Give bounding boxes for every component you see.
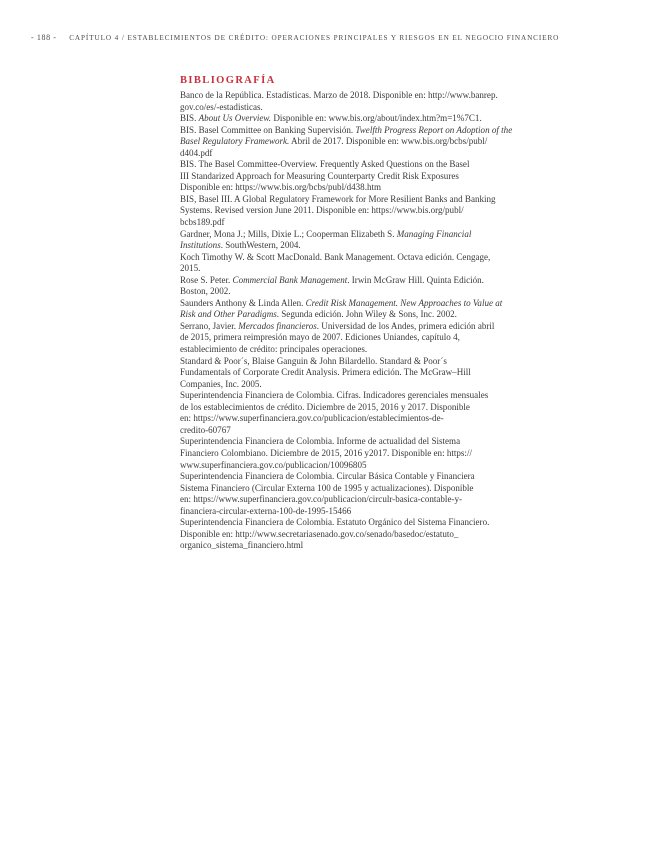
entry-text: d404.pdf — [180, 147, 213, 158]
entry-text: Gardner, Mona J.; Mills, Dixie L.; Cooperman Elizabeth S. — [180, 228, 397, 239]
entry-line — [180, 297, 510, 310]
entry-text: Disponible en: https://www.bis.org/bcbs/publ/d438.htm — [180, 182, 382, 193]
entry-text: Superintendencia Financiera de Colombia. Circular Básica Contable y Financiera — [180, 471, 475, 482]
entry-line — [180, 159, 510, 171]
entry-line — [180, 505, 510, 518]
entry-line — [180, 251, 510, 264]
bibliography-entry — [180, 275, 510, 298]
bibliography-entry — [180, 298, 510, 321]
entry-text: Standard & Poor´s, Blaise Ganguin & John Bilardello. Standard & Poor´s — [180, 355, 447, 366]
entry-line — [180, 540, 510, 552]
running-head — [31, 33, 630, 42]
entry-title-italic: Mercados financieros — [238, 320, 317, 331]
entry-line — [180, 90, 510, 102]
bibliography-entry — [180, 356, 510, 391]
entry-text: Serrano, Javier. — [180, 320, 239, 331]
entry-line — [180, 459, 510, 472]
bibliography-entry — [180, 159, 510, 194]
entry-text: Koch Timothy W. & Scott MacDonald. Bank Management. Octava edición. Cengage, — [180, 251, 491, 262]
entry-text: Rose S. Peter. — [180, 274, 233, 285]
entry-text: Superintendencia Financiera de Colombia. Informe de actualidad del Sistema — [180, 436, 461, 447]
entry-text: Sistema Financiero (Circular Externa 100 de 1995 y actualizaciones). Disponible — [180, 482, 474, 493]
entry-text: Superintendencia Financiera de Colombia. Cifras. Indicadores gerenciales mensuales — [180, 390, 489, 401]
entry-line — [180, 113, 510, 125]
entry-line — [180, 320, 510, 333]
entry-line — [180, 147, 510, 160]
entry-text: 2015. — [180, 263, 201, 274]
entry-text: www.superfinanciera.gov.co/publicacion/10096805 — [180, 459, 367, 470]
bibliography-entry — [180, 436, 510, 471]
entry-text: de 2015, primera reimpresión mayo de 2007. Ediciones Uniandes, capítulo 4, — [180, 332, 460, 343]
entry-text: establecimiento de crédito: principales operaciones. — [180, 344, 368, 355]
entry-line — [180, 332, 510, 344]
entry-text: en: https://www.superfinanciera.gov.co/publicacion/establecimientos-de- — [180, 413, 444, 424]
entry-line — [180, 274, 510, 287]
entry-line — [180, 124, 513, 137]
bibliography-entry — [180, 517, 510, 552]
entry-text: BIS, Basel III. A Global Regulatory Framework for More Resilient Banks and Banking — [180, 193, 496, 204]
entry-title-italic: Risk and Other Paradigms — [180, 309, 277, 320]
entry-text: Saunders Anthony & Linda Allen. — [180, 297, 306, 308]
entry-line — [180, 263, 510, 275]
entry-text: bcbs189.pdf — [180, 217, 225, 228]
entry-title-italic: About Us Overview. — [198, 113, 272, 124]
bibliography-entry — [180, 252, 510, 275]
chapter-title: CAPÍTULO 4 / ESTABLECIMIENTOS DE CRÉDITO: OPERACIONES PRINCIPALES Y RIESGOS EN EL NEGOCIO FINANCIERO — [69, 34, 560, 42]
entry-text: de los establecimientos de crédito. Diciembre de 2015, 2016 y 2017. Disponible — [180, 401, 470, 412]
entry-line — [180, 240, 510, 252]
entry-line — [180, 528, 510, 541]
entry-title-italic: Credit Risk Management. New Approaches to Value at — [305, 297, 503, 308]
entry-line — [180, 309, 510, 321]
entry-line — [180, 424, 510, 437]
bibliography-entry — [180, 113, 510, 125]
entry-text: organico_sistema_financiero.html — [180, 540, 304, 551]
page-number: - 188 - — [31, 33, 57, 42]
bibliography-entry — [180, 90, 510, 113]
entry-text: Companies, Inc. 2005. — [180, 378, 262, 389]
entry-text: . Segunda edición. John Wiley & Sons, Inc. 2002. — [276, 309, 457, 320]
entry-line — [180, 228, 510, 241]
bibliography-entry — [180, 321, 510, 356]
entry-text: . SouthWestern, 2004. — [220, 240, 301, 251]
entry-line — [180, 447, 510, 460]
entry-title-italic: Managing Financial — [396, 228, 472, 239]
entry-text: Fundamentals of Corporate Credit Analysis. Primera edición. The McGraw–Hill — [180, 367, 471, 378]
entry-line — [180, 286, 510, 298]
entry-text: gov.co/es/-estadisticas. — [180, 101, 263, 112]
bibliography-section — [180, 75, 513, 552]
entry-text: Boston, 2002. — [180, 286, 231, 297]
bibliography-entry — [180, 194, 510, 229]
entry-line — [180, 378, 510, 391]
entry-line — [180, 170, 510, 183]
entry-text: en: https://www.superfinanciera.gov.co/publicacion/circulr-basica-contable-y- — [180, 494, 463, 505]
entry-text: . Irwin McGraw Hill. Quinta Edición. — [347, 274, 484, 285]
entry-line — [180, 217, 510, 229]
entry-text: III Standarized Approach for Measuring Counterparty Credit Risk Exposures — [180, 170, 459, 181]
entry-line — [180, 471, 510, 483]
bibliography-entry — [180, 124, 513, 160]
entry-text: financiera-circular-externa-100-de-1995-15466 — [180, 505, 352, 516]
entry-text: BIS. — [180, 113, 199, 124]
entry-line — [180, 413, 510, 425]
entry-line — [180, 205, 510, 217]
entry-text: Banco de la República. Estadísticas. Marzo de 2018. Disponible en: http://www.banrep. — [180, 90, 498, 100]
bibliography-entry — [180, 390, 510, 436]
bibliography-entry — [180, 229, 510, 252]
bibliography-entry — [180, 471, 510, 517]
entry-line — [180, 367, 510, 379]
entry-text: . Universidad de los Andes, primera edición abril — [316, 320, 495, 331]
entry-text: credito-60767 — [180, 424, 231, 435]
entry-text: BIS. The Basel Committee-Overview. Frequently Asked Questions on the Basel — [180, 159, 470, 170]
entry-text: Disponible en: http://www.secretariasenado.gov.co/senado/basedoc/estatuto_ — [180, 528, 459, 539]
entry-text: Disponible en: www.bis.org/about/index.htm?m=1%7C1. — [271, 113, 482, 124]
entry-line — [180, 401, 510, 414]
entry-line — [180, 193, 510, 206]
entry-line — [180, 494, 510, 506]
entry-title-italic: Basel Regulatory Framework. — [180, 136, 290, 147]
entry-line — [180, 436, 510, 448]
entry-text: Abril de 2017. Disponible en: www.bis.org/bcbs/publ/ — [289, 136, 488, 147]
entry-line — [180, 517, 510, 529]
entry-line — [180, 482, 510, 495]
entry-text: BIS. Basel Committee on Banking Supervisión. — [180, 124, 356, 135]
entry-line — [180, 101, 510, 114]
entry-title-italic: Commercial Bank Management — [232, 274, 348, 285]
entry-title-italic: Twelfth Progress Report on Adoption of the — [355, 124, 513, 135]
entry-line — [180, 182, 510, 194]
entry-title-italic: Institutions — [180, 240, 221, 251]
entry-line — [180, 136, 510, 148]
entry-text: Systems. Revised version June 2011. Disponible en: https://www.bis.org/publ/ — [180, 205, 464, 216]
entry-line — [180, 355, 510, 368]
entry-line — [180, 344, 510, 356]
entry-line — [180, 390, 510, 402]
entry-text: Superintendencia Financiera de Colombia. Estatuto Orgánico del Sistema Financiero. — [180, 517, 490, 528]
bibliography-list — [180, 90, 513, 552]
bibliography-heading: BIBLIOGRAFÍA — [180, 75, 276, 86]
entry-text: Financiero Colombiano. Diciembre de 2015, 2016 y2017. Disponible en: https:// — [180, 447, 472, 458]
